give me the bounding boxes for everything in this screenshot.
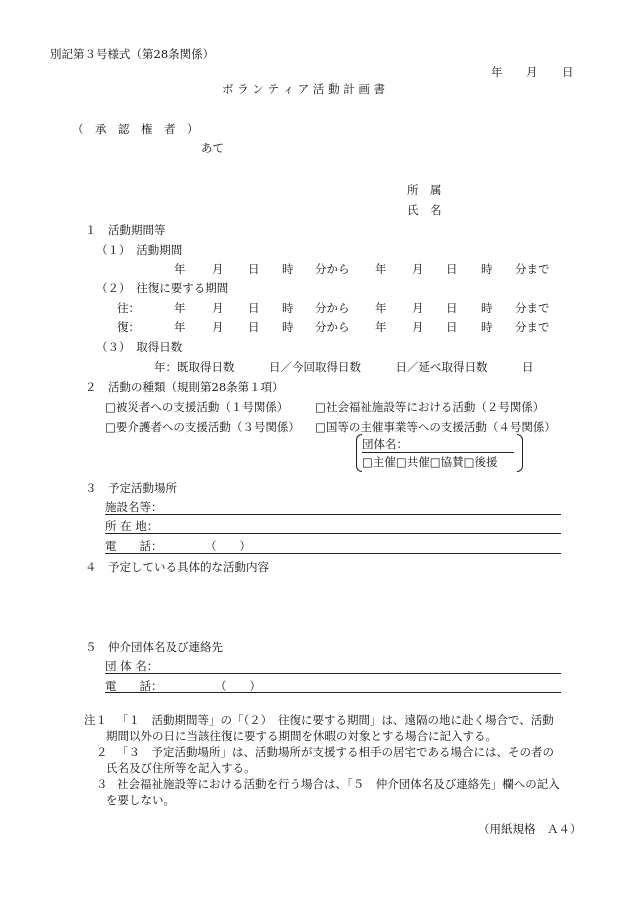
facility-label: 施設名等：: [105, 500, 163, 514]
note-3-mark: ３: [96, 777, 108, 791]
phone-label: 電 話：: [105, 539, 163, 553]
note-1-line1: 「１ 活動期間等」の「（２） 往復に要する期間」は、遠隔の地に赴く場合で、活動: [117, 713, 554, 727]
note-2-line1: 「３ 予定活動場所」は、活動場所が支援する相手の居宅である場合には、その者の: [117, 745, 554, 759]
period-day-to: 日: [446, 262, 458, 276]
outbound-month-to: 月: [412, 301, 424, 315]
note-2-mark: ２: [96, 745, 108, 759]
phone-paren: （ ）: [205, 539, 251, 553]
page-title: ボ ラ ン テ ィ ア 活 動 計 画 書: [222, 82, 386, 96]
phone-line[interactable]: [105, 553, 561, 554]
period-year-to: 年: [375, 262, 387, 276]
intermediary-phone-paren: （ ）: [215, 679, 261, 693]
org-bracket-right: [517, 434, 523, 472]
location-line[interactable]: [105, 533, 561, 534]
outbound-label: 往：: [117, 301, 140, 315]
paper-size-note: （用紙規格 Ａ４）: [478, 822, 582, 836]
note-1-mark: 注１: [84, 713, 107, 727]
outbound-year-from: 年: [174, 301, 186, 315]
days-breakdown: 年：既取得日数 日／今回取得日数 日／延べ取得日数 日: [154, 360, 534, 374]
section4-heading: ４ 予定している具体的な活動内容: [85, 560, 269, 574]
return-label: 復：: [117, 320, 140, 334]
intermediary-org-line[interactable]: [105, 673, 561, 674]
activity-option-3[interactable]: □要介護者への支援活動（３号関係）: [105, 420, 300, 434]
org-name-line[interactable]: [362, 452, 514, 453]
return-minute-from: 分から: [315, 320, 350, 334]
approver-label: （ 承 認 権 者 ）: [72, 122, 199, 136]
sponsorship-options[interactable]: □主催□共催□協賛□後援: [362, 455, 498, 469]
return-year-to: 年: [375, 320, 387, 334]
affiliation-label: 所 属: [407, 183, 442, 197]
period-minute-from: 分から: [315, 262, 350, 276]
note-3-line1: 社会福祉施設等における活動を行う場合は、「５ 仲介団体名及び連絡先」欄への記入: [117, 777, 560, 791]
period-day-from: 日: [248, 262, 260, 276]
outbound-hour-to: 時: [481, 301, 493, 315]
return-hour-to: 時: [481, 320, 493, 334]
period-label: （１） 活動期間: [96, 243, 183, 257]
section1-heading: １ 活動期間等: [85, 223, 166, 237]
location-label: 所 在 地：: [105, 519, 159, 533]
return-hour-from: 時: [282, 320, 294, 334]
note-1-line2: 期間以外の日に当該往復に要する期間を休暇の対象とする場合に記入する。: [106, 729, 497, 743]
outbound-year-to: 年: [375, 301, 387, 315]
date-day: 日: [562, 65, 574, 79]
intermediary-org-label: 団 体 名：: [105, 659, 159, 673]
facility-line[interactable]: [105, 514, 561, 515]
period-hour-to: 時: [481, 262, 493, 276]
outbound-hour-from: 時: [282, 301, 294, 315]
note-3-line2: を要しない。: [106, 793, 175, 807]
return-minute-to: 分まで: [515, 320, 550, 334]
return-month-to: 月: [412, 320, 424, 334]
outbound-day-to: 日: [446, 301, 458, 315]
period-hour-from: 時: [282, 262, 294, 276]
outbound-minute-from: 分から: [315, 301, 350, 315]
outbound-minute-to: 分まで: [515, 301, 550, 315]
activity-option-1[interactable]: □被災者への支援活動（１号関係）: [105, 400, 289, 414]
activity-option-4[interactable]: □国等の主催事業等への支援活動（４号関係）: [315, 420, 556, 434]
name-label: 氏 名: [407, 203, 442, 217]
org-name-label: 団体名：: [362, 437, 408, 451]
return-day-to: 日: [446, 320, 458, 334]
section3-heading: ３ 予定活動場所: [85, 481, 177, 495]
days-label: （３） 取得日数: [96, 340, 183, 354]
date-month: 月: [526, 65, 538, 79]
period-month-to: 月: [412, 262, 424, 276]
outbound-day-from: 日: [248, 301, 260, 315]
travel-label: （２） 往復に要する期間: [96, 281, 229, 295]
period-minute-to: 分まで: [515, 262, 550, 276]
form-number: 別記第３号様式（第28条関係）: [50, 47, 215, 61]
intermediary-phone-label: 電 話：: [105, 679, 163, 693]
outbound-month-from: 月: [212, 301, 224, 315]
section5-heading: ５ 仲介団体名及び連絡先: [85, 640, 223, 654]
return-year-from: 年: [174, 320, 186, 334]
intermediary-phone-line[interactable]: [105, 692, 561, 693]
period-year-from: 年: [174, 262, 186, 276]
date-year: 年: [491, 65, 503, 79]
period-month-from: 月: [212, 262, 224, 276]
addressee-to: あて: [201, 141, 224, 155]
return-month-from: 月: [212, 320, 224, 334]
section2-heading: ２ 活動の種類（規則第28条第１項）: [85, 380, 284, 394]
activity-option-2[interactable]: □社会福祉施設等における活動（２号関係）: [315, 400, 545, 414]
note-2-line2: 氏名及び住所等を記入する。: [106, 761, 256, 775]
return-day-from: 日: [248, 320, 260, 334]
